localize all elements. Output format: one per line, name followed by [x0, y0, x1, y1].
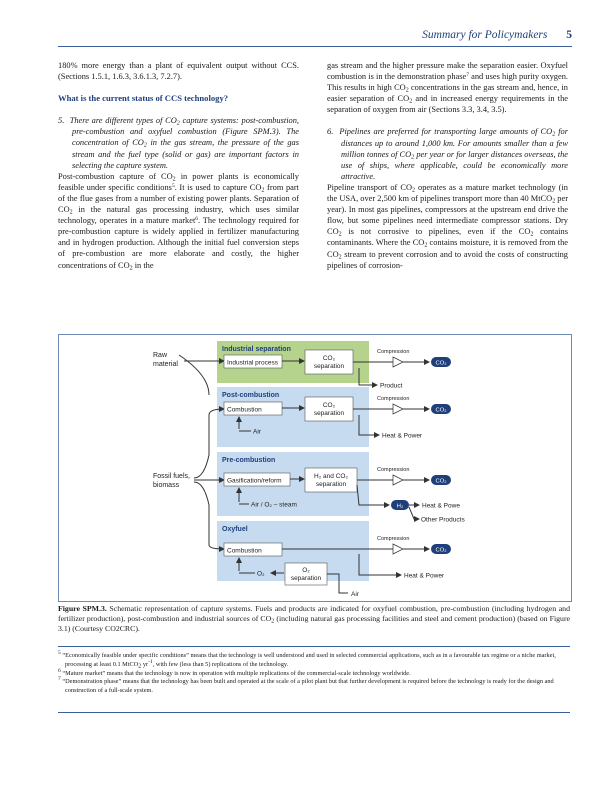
subscript: 2	[138, 663, 142, 670]
text-run: from part of the flue gases from a number of existing power plants. Separation of CO	[58, 182, 299, 215]
footnote-text: “Demonstration phase” means that the technology has been built and operated at the scale of a pilot plant but that further development is required before the technology is ready for the design and construction of a full-scale system.	[62, 678, 554, 695]
subscript: 2	[129, 265, 133, 271]
figure-spm3	[58, 334, 572, 602]
text-run: Post-combustion capture of CO	[58, 171, 173, 181]
text-run: operates as a mature market technology (in the USA, over 2,500 km of pipelines transport more than 40 MtCO	[327, 182, 568, 204]
footnote-5	[58, 652, 570, 670]
o2-separation-label: O₂ separation	[290, 567, 322, 582]
statement-5	[58, 115, 299, 170]
statement-number: 5.	[58, 116, 65, 126]
compressor-icon	[393, 475, 403, 485]
bottom-rule	[58, 712, 570, 713]
footnote-text: , with few (less than 5) replications of the technology.	[152, 660, 289, 668]
compressor-icon	[393, 357, 403, 367]
section-post-combustion: Post-combustion	[222, 392, 280, 399]
running-head-title: Summary for Policymakers	[422, 29, 548, 41]
superscript: -1	[148, 658, 153, 665]
page-number: 5	[566, 29, 572, 41]
footnote-marker: 7	[58, 676, 61, 683]
arrow-to-other-products	[409, 507, 419, 519]
co2-output-label: CO₂	[435, 407, 447, 414]
subscript: 2	[176, 120, 180, 127]
left-paragraph-1: 180% more energy than a plant of equivalent output without CCS. (Sections 1.5.1, 1.6.3, 3.6.1.3, 7.2.7).	[58, 61, 299, 82]
footnote-text: “Mature market” means that the technology is now in operation with multiple replications of the commercial-scale technology worldwide.	[62, 669, 411, 677]
text-run: There are different types of CO	[69, 116, 177, 126]
text-run: Pipeline transport of CO	[327, 182, 412, 192]
heat-power-label-3: Heat & Power	[404, 572, 445, 580]
subscript: 2	[409, 98, 413, 105]
co2-separation-box-1	[305, 350, 353, 374]
text-run: . The technology required for pre-combustion capture is widely applied in fertilizer manufacturing and in hydrogen production. Although the initial fuel conversion steps of pre-combustion are more elaborate and costly, the higher concentrations of CO	[58, 216, 300, 270]
raw-material-label: Raw material	[153, 352, 178, 368]
text-run: concentrations in the gas stream and, hence, in easier separation of CO	[327, 83, 568, 104]
statement-6	[327, 126, 568, 181]
subscript: 2	[552, 131, 556, 138]
capture-systems-diagram	[59, 335, 571, 601]
footnotes	[58, 652, 570, 696]
footnote-text: yr	[141, 660, 149, 668]
subscript: 2	[69, 209, 73, 216]
text-run: in the natural gas processing industry, which uses similar technology, operates in a mature market	[58, 205, 299, 226]
right-paragraph-2	[327, 182, 568, 271]
text-run: and in increased energy requirements in the separation of oxygen from air (Sections 3.3, 3.4, 3.5).	[327, 94, 568, 115]
h2-co2-separation-box	[305, 468, 357, 492]
text-run: per year or for larger distances overseas, the use of ships, where applicable, could be economically more attractive.	[341, 149, 568, 181]
text-run: gas stream and the higher pressure make the separation easier. Oxyfuel combustion is in the demonstration phase	[327, 61, 568, 82]
product-label: Product	[380, 382, 403, 390]
text-run: and uses high purity oxygen. This results in high CO	[327, 72, 568, 93]
air-label-oxy: Air	[351, 591, 359, 598]
pre-combustion-output	[357, 467, 465, 524]
compression-label-4: Compression	[377, 536, 410, 542]
combustion-label-oxy: Combustion	[227, 547, 262, 555]
compressor-icon	[393, 404, 403, 414]
fossil-fuels-label: Fossil fuels, biomass	[153, 473, 190, 489]
footnote-ref[interactable]: 5	[171, 182, 175, 189]
subscript: 2	[338, 254, 342, 260]
heat-power-label-1: Heat & Power	[382, 432, 423, 440]
compression-label-1: Compression	[377, 349, 410, 355]
subscript: 2	[424, 242, 428, 249]
text-run: in the gas stream, the pressure of the gas stream and the fuel type (solid or gas) are important factors in selecting the capture system.	[72, 138, 299, 170]
subscript: 2	[412, 187, 415, 194]
subscript: 2	[261, 187, 265, 194]
subscript: 2	[411, 154, 415, 161]
text-run: in the	[132, 260, 154, 270]
air-label-post: Air	[253, 428, 261, 436]
co2-output-label: CO₂	[435, 360, 447, 367]
section-pre-combustion: Pre-combustion	[222, 457, 276, 464]
statement-number: 6.	[327, 127, 334, 137]
text-run: in power plants is economically feasible under specific conditions	[58, 171, 299, 192]
caption-text: Schematic representation of capture systems. Fuels and products are indicated for oxyfuel combustion, pre-combustion (including hydrogen and fertilizer production), post-combustion and industrial sources of CO	[58, 604, 570, 624]
h2-output-label: H₂	[396, 503, 404, 510]
caption-label: Figure SPM.3.	[58, 604, 107, 613]
subscript: 2	[143, 142, 147, 149]
text-run: for distances up to around 1,000 km. For amounts smaller than a few million tonnes of CO	[341, 127, 568, 159]
section-heading: What is the current status of CCS technology?	[58, 93, 229, 104]
co2-separation-label-2: CO₂ separation	[313, 402, 345, 417]
text-run: capture systems: post-combustion, pre-combustion and oxyfuel combustion (Figure SPM.3). The concentration of CO	[72, 116, 300, 148]
heat-power-label-2: Heat & Powe	[422, 502, 460, 510]
text-run: per year). In most gas pipelines, compressors at the upstream end drive the flow, but some pipelines need intermediate compressor stations. Dry CO	[327, 194, 568, 237]
text-run: stream to prevent corrosion and to avoid the costs of constructing pipelines of corrosion-	[327, 249, 568, 270]
text-run: contains contaminants. Where the CO	[327, 227, 568, 248]
subscript: 2	[530, 231, 534, 238]
running-head	[422, 29, 572, 41]
compressor-icon	[393, 544, 403, 554]
o2-label: O₂	[257, 570, 265, 578]
footnote-7	[58, 678, 570, 696]
footnote-ref[interactable]: 6	[195, 216, 199, 223]
right-paragraph-1	[327, 60, 568, 115]
co2-output-label: CO₂	[435, 547, 447, 554]
co2-separation-box-2	[305, 397, 353, 421]
subscript: 2	[552, 198, 556, 205]
air-o2-steam-label: Air / O₂ – steam	[251, 501, 297, 509]
caption-text: (including natural gas processing facilities and steel and cement production) (based on Figure 3.1) (Courtesy CO2CRC).	[58, 614, 571, 634]
co2-output-label: CO₂	[435, 478, 447, 485]
subscript: 2	[271, 618, 275, 625]
section-oxyfuel: Oxyfuel	[222, 526, 248, 533]
other-products-label: Other Products	[421, 516, 465, 524]
left-column	[58, 60, 299, 271]
text-run: is not corrosive to pipelines, even if the CO	[341, 227, 531, 237]
compression-label-3: Compression	[377, 467, 410, 473]
text-run: . It is used to capture CO	[174, 182, 262, 192]
subscript: 2	[338, 231, 342, 238]
subscript: 2	[405, 87, 409, 94]
co2-separation-label-1: CO₂ separation	[313, 355, 345, 370]
figure-caption	[58, 604, 570, 635]
text-run: Pipelines are preferred for transporting large amounts of CO	[339, 127, 553, 137]
header-rule	[58, 46, 572, 47]
industrial-process-label: Industrial process	[227, 359, 278, 367]
text-run: contains moisture, it is removed from the CO	[327, 238, 568, 259]
subscript: 2	[172, 176, 176, 183]
footnote-marker: 6	[58, 667, 61, 674]
footnote-rule	[58, 646, 570, 647]
footnote-text: “Economically feasible under specific conditions” means that the technology is well understood and used in selected commercial applications, such as in a favourable tax regime or a niche market, processing at least 0.1 MtCO	[62, 652, 556, 668]
gasification-label: Gasification/reform	[227, 477, 282, 485]
section-industrial-separation: Industrial separation	[222, 346, 291, 353]
compression-label-2: Compression	[377, 396, 410, 402]
combustion-label-post: Combustion	[227, 406, 262, 414]
footnote-ref[interactable]: 7	[466, 72, 469, 79]
footnote-marker: 5	[58, 650, 61, 656]
left-paragraph-2	[58, 171, 299, 271]
right-column	[327, 60, 568, 271]
h2-co2-separation-label: H₂ and CO₂ separation	[314, 473, 348, 488]
